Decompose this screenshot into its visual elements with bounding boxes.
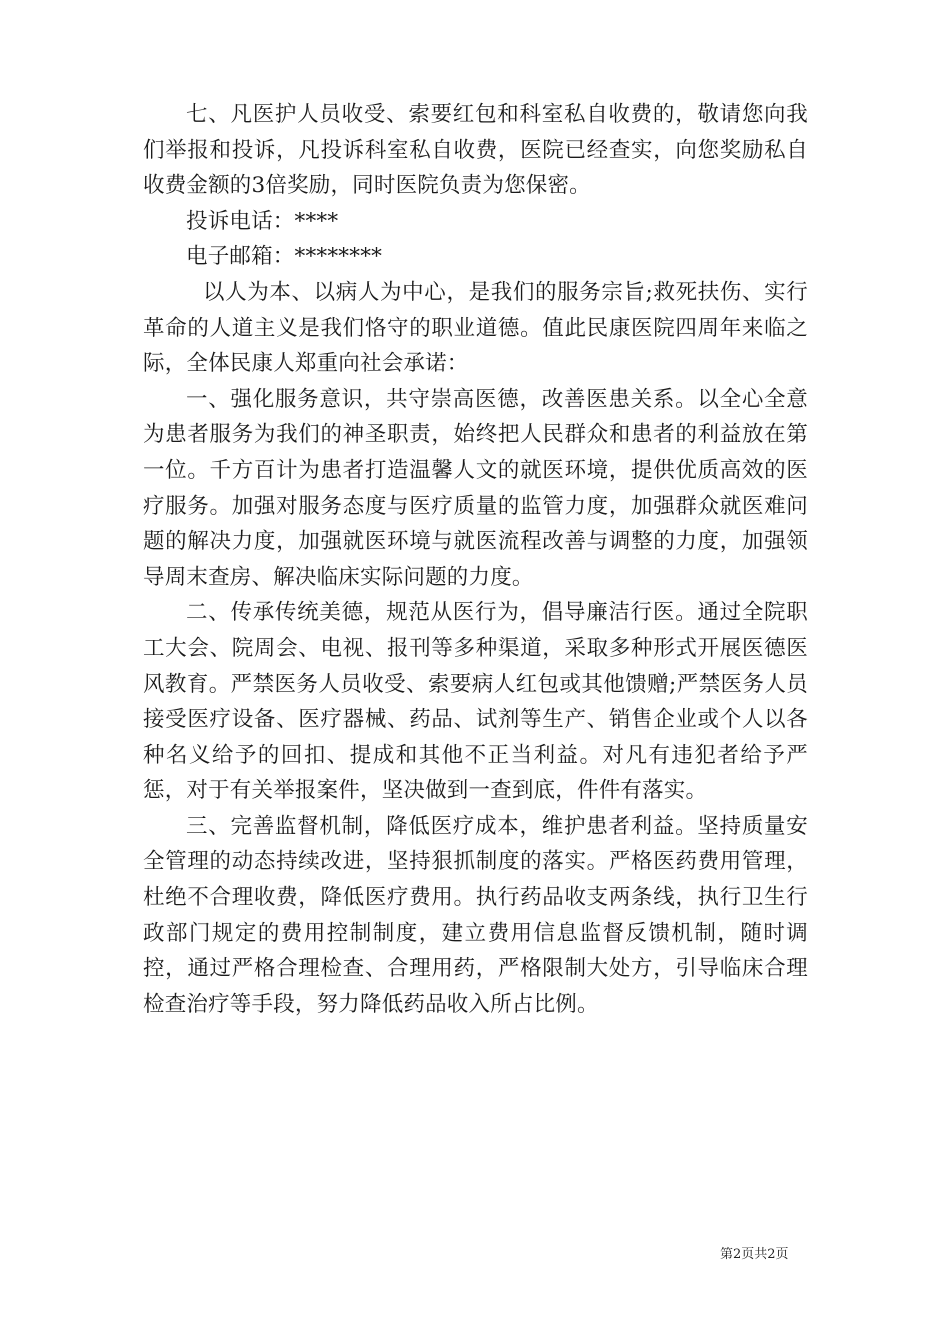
paragraph-commitment-one: 一、强化服务意识，共守崇高医德，改善医患关系。以全心全意为患者服务为我们的神圣职责，始终把人民群众和患者的利益放在第一位。千方百计为患者打造温馨人文的就医环境，提供优质高效的医疗服务。加强对服务态度与医疗质量的监管力度，加强群众就医难问题的解决力度，加强就医环境与就医流程改善与调整的力度，加强领导周末查房、解决临床实际问题的力度。 [143, 386, 808, 590]
document-body [143, 97, 808, 1022]
paragraph-commitment-three: 三、完善监督机制，降低医疗成本，维护患者利益。坚持质量安全管理的动态持续改进，坚持狠抓制度的落实。严格医药费用管理，杜绝不合理收费，降低医疗费用。执行药品收支两条线，执行卫生行政部门规定的费用控制制度，建立费用信息监督反馈机制，随时调控，通过严格合理检查、合理用药，严格限制大处方，引导临床合理检查治疗等手段，努力降低药品收入所占比例。 [143, 813, 808, 1017]
complaint-email: 电子邮箱：******** [186, 244, 383, 270]
paragraph-service-purpose: 以人为本、以病人为中心，是我们的服务宗旨;救死扶伤、实行革命的人道主义是我们恪守的职业道德。值此民康医院四周年来临之际，全体民康人郑重向社会承诺： [143, 279, 808, 377]
paragraph-commitment-two: 二、传承传统美德，规范从医行为，倡导廉洁行医。通过全院职工大会、院周会、电视、报刊等多种渠道，采取多种形式开展医德医风教育。严禁医务人员收受、索要病人红包或其他馈赠;严禁医务人员接受医疗设备、医疗器械、药品、试剂等生产、销售企业或个人以各种名义给予的回扣、提成和其他不正当利益。对凡有违犯者给予严惩，对于有关举报案件，坚决做到一查到底，件件有落实。 [143, 600, 808, 804]
page-number: 第2页共2页 [720, 1247, 789, 1262]
complaint-phone: 投诉电话：**** [186, 208, 339, 234]
paragraph-reward-notice: 七、凡医护人员收受、索要红包和科室私自收费的，敬请您向我们举报和投诉，凡投诉科室私自收费，医院已经查实，向您奖励私自收费金额的3倍奖励，同时医院负责为您保密。 [143, 102, 808, 199]
